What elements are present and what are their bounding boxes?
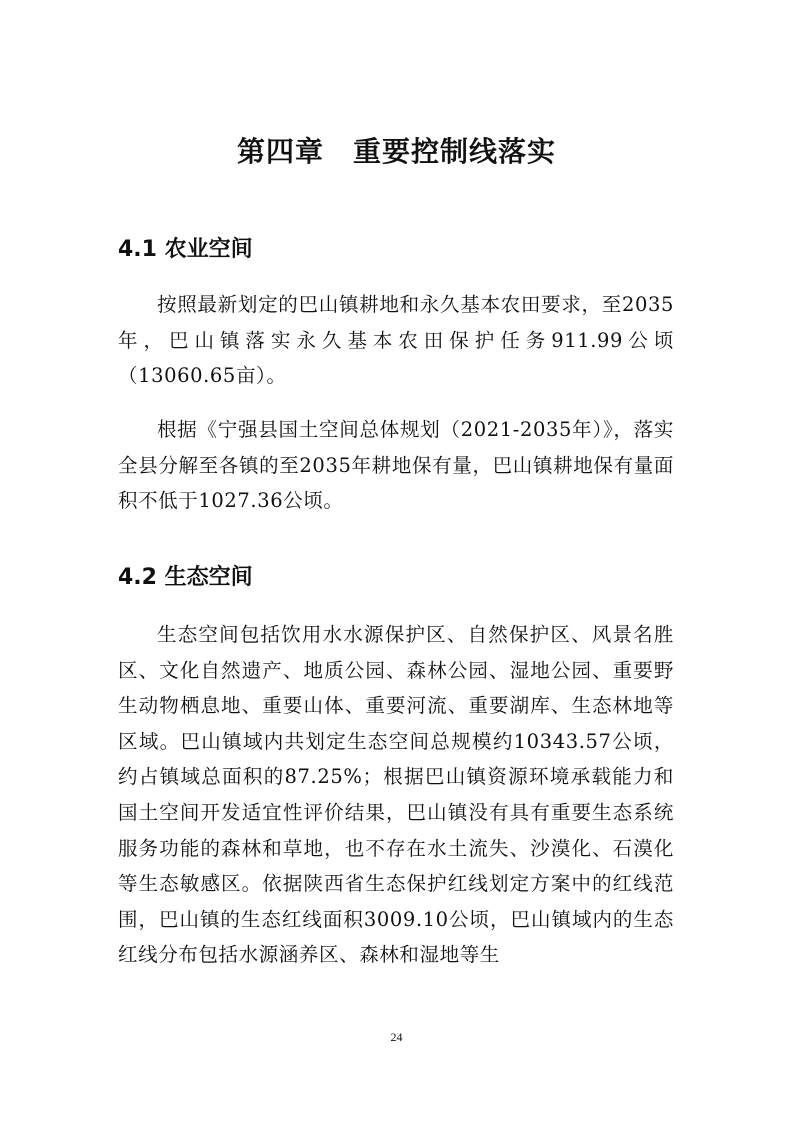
page-number: 24 [390, 1030, 403, 1044]
chapter-title: 第四章 重要控制线落实 [236, 135, 556, 168]
paragraph-ecological-space: 生态空间包括饮用水水源保护区、自然保护区、风景名胜区、文化自然遗产、地质公园、森林公园、湿地公园、重要野生动物栖息地、重要山体、重要河流、重要湖库、生态林地等区域。巴山镇域内共划定生态空间总规模约10343.57公顷，约占镇域总面积的87.25%；根据巴山镇资源环境承载能力和国土空间开发适宜性评价结果，巴山镇没有具有重要生态系统服务功能的森林和草地，也不存在水土流失、沙漠化、石漠化等生态敏感区。依据陕西省生态保护红线划定方案中的红线范围，巴山镇的生态红线面积3009.10公顷，巴山镇域内的生态红线分布包括水源涵养区、森林和湿地等生 [118, 623, 674, 967]
paragraph-basic-farmland: 按照最新划定的巴山镇耕地和永久基本农田要求，至2035年，巴山镇落实永久基本农田保护任务911.99公顷（13060.65亩）。 [118, 293, 674, 388]
section-heading-agricultural-space: 4.1 农业空间 [118, 237, 253, 262]
section-heading-ecological-space: 4.2 生态空间 [118, 565, 253, 590]
paragraph-cultivated-land: 根据《宁强县国土空间总体规划（2021-2035年）》，落实全县分解至各镇的至2035年耕地保有量，巴山镇耕地保有量面积不低于1027.36公顷。 [118, 418, 674, 513]
